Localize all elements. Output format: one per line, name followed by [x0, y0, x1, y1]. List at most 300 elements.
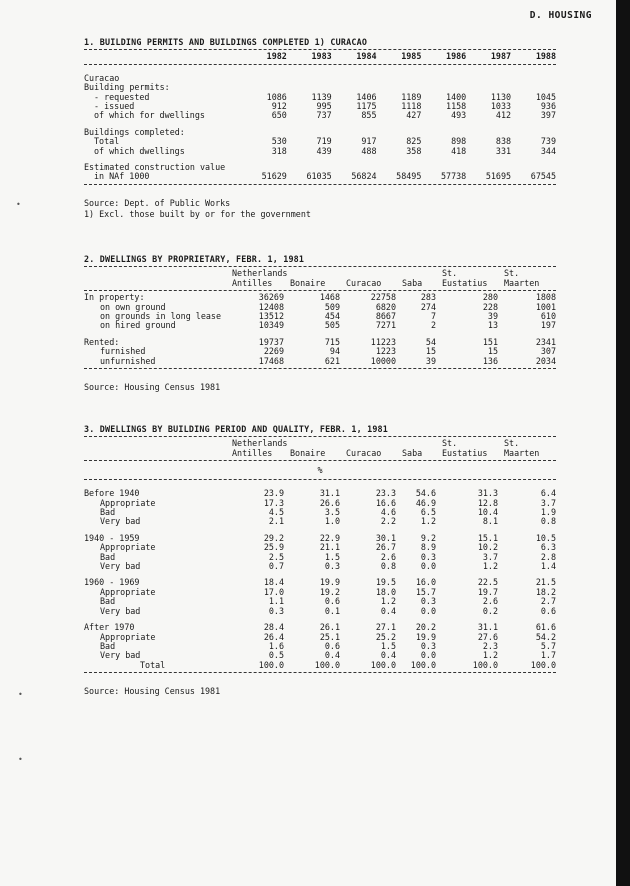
value-cell: 418	[451, 145, 467, 156]
row-label: of which for dwellings	[94, 110, 205, 121]
value-cell: 54	[425, 336, 436, 347]
row-label: Very bad	[100, 561, 141, 572]
value-cell: 1468	[319, 292, 340, 303]
value-cell: 2.8	[540, 551, 556, 562]
value-cell: 0.5	[268, 650, 284, 661]
total-value: 100.0	[472, 659, 498, 670]
value-cell: 5.7	[540, 640, 556, 651]
value-cell: 0.4	[324, 650, 340, 661]
value-cell: 331	[495, 145, 512, 156]
spacer-cell	[242, 156, 287, 163]
value-cell: 13512	[258, 311, 284, 322]
value-cell: 1.2	[380, 596, 396, 607]
column-header: Eustatius	[442, 277, 488, 288]
value-cell: 1175	[356, 101, 377, 112]
column-header: St.	[442, 268, 458, 279]
value-cell: 344	[540, 145, 556, 156]
value-cell: 46.9	[415, 497, 436, 508]
divider	[84, 436, 556, 437]
value-cell: 51629	[261, 171, 287, 182]
column-header: Eustatius	[442, 447, 488, 458]
value-cell: 650	[271, 110, 287, 121]
table1-footnote: 1) Excl. those built by or for the government	[84, 209, 311, 220]
value-cell: 10.2	[477, 542, 498, 553]
total-label: Total	[140, 659, 166, 670]
value-cell: 1.2	[482, 650, 498, 661]
row-label: Bad	[100, 551, 116, 562]
value-cell: 39	[425, 355, 436, 366]
divider	[84, 672, 556, 673]
column-header-row	[84, 279, 556, 288]
quality-row	[84, 517, 556, 526]
value-cell: 0.0	[420, 561, 436, 572]
year-header: 1987	[490, 51, 512, 62]
value-cell: 2034	[535, 355, 556, 366]
value-cell: 1.2	[482, 561, 498, 572]
value-cell: 6820	[375, 301, 396, 312]
value-cell: 25.1	[319, 631, 340, 642]
value-cell: 197	[540, 320, 556, 331]
section-header: D. HOUSING	[529, 10, 592, 21]
table1	[84, 52, 556, 61]
row-label: - issued	[94, 101, 135, 112]
value-cell: 6.3	[540, 542, 556, 553]
value-cell: 26.6	[319, 497, 340, 508]
value-cell: 2.5	[268, 551, 284, 562]
value-cell: 27.6	[477, 631, 498, 642]
value-cell: 0.3	[324, 561, 340, 572]
empty-cell	[84, 439, 226, 448]
value-cell: 31.1	[319, 488, 340, 499]
column-header: Antilles	[232, 447, 273, 458]
value-cell: 283	[420, 292, 436, 303]
table3	[84, 439, 556, 458]
value-cell: 1.9	[540, 507, 556, 518]
row-label: Very bad	[100, 516, 141, 527]
value-cell: 2.2	[380, 516, 396, 527]
value-cell: 19.2	[319, 586, 340, 597]
value-cell: 0.6	[540, 605, 556, 616]
value-cell: 17468	[258, 355, 284, 366]
column-header-row	[84, 449, 556, 458]
value-cell: 1139	[311, 91, 332, 102]
value-cell: 26.4	[263, 631, 284, 642]
value-cell: 25.2	[375, 631, 396, 642]
table2-section	[84, 255, 556, 392]
group-row	[84, 338, 556, 347]
table2-source: Source: Housing Census 1981	[84, 382, 221, 393]
row-label: Curacao	[84, 72, 120, 83]
value-cell: 274	[420, 301, 436, 312]
value-cell: 22758	[370, 292, 396, 303]
value-cell: 0.6	[324, 640, 340, 651]
empty-cell	[242, 74, 287, 83]
year-header: 1983	[311, 51, 332, 62]
table2-body	[84, 293, 556, 366]
value-cell: 0.4	[380, 650, 396, 661]
row-label: Bad	[100, 507, 116, 518]
value-cell: 1.2	[420, 516, 436, 527]
row-label: Before 1940	[84, 488, 140, 499]
divider	[84, 49, 556, 50]
value-cell: 4.5	[268, 507, 284, 518]
row-label: Very bad	[100, 605, 141, 616]
column-header: Bonaire	[290, 447, 326, 458]
value-cell: 509	[324, 301, 340, 312]
value-cell: 1130	[490, 91, 512, 102]
total-value: 100.0	[370, 659, 396, 670]
value-cell: 0.2	[482, 605, 498, 616]
sub-row	[84, 321, 556, 330]
spacer-cell	[287, 121, 332, 128]
value-cell: 530	[271, 136, 287, 147]
empty-cell	[84, 269, 226, 278]
spacer-cell	[242, 67, 287, 74]
value-cell: 26.1	[319, 622, 340, 633]
value-cell: 27.1	[375, 622, 396, 633]
value-cell: 17.0	[263, 586, 284, 597]
value-cell: 0.0	[420, 650, 436, 661]
value-cell: 29.2	[263, 532, 284, 543]
value-cell: 0.8	[540, 516, 556, 527]
row-label: unfurnished	[100, 355, 156, 366]
spacer-cell	[377, 67, 422, 74]
value-cell: 1045	[535, 91, 556, 102]
spacer-cell	[377, 156, 422, 163]
value-cell: 0.3	[268, 605, 284, 616]
value-cell: 4.6	[380, 507, 396, 518]
row-label: on own ground	[100, 301, 166, 312]
value-cell: 719	[316, 136, 332, 147]
table1-source: Source: Dept. of Public Works	[84, 197, 231, 208]
value-cell: 7271	[375, 320, 396, 331]
column-header: Curacao	[346, 277, 382, 288]
spacer-cell	[287, 67, 332, 74]
value-cell: 8.1	[482, 516, 498, 527]
value-cell: 3.7	[540, 497, 556, 508]
column-header: Netherlands	[232, 268, 288, 279]
value-cell: 412	[495, 110, 512, 121]
value-cell: 39	[487, 311, 498, 322]
value-cell: 22.5	[477, 577, 498, 588]
divider	[84, 266, 556, 267]
empty-cell	[377, 74, 422, 83]
value-cell: 1189	[401, 91, 422, 102]
value-cell: 1118	[401, 101, 422, 112]
year-header: 1982	[266, 51, 287, 62]
row-label: of which dwellings	[94, 145, 185, 156]
row-label: Estimated construction value	[84, 162, 226, 173]
value-cell: 15.7	[415, 586, 436, 597]
value-cell: 54.2	[535, 631, 556, 642]
table1-header-row	[84, 52, 556, 61]
value-cell: 0.1	[324, 605, 340, 616]
value-cell: 57738	[441, 171, 467, 182]
value-cell: 0.6	[324, 596, 340, 607]
value-cell: 3.5	[324, 507, 340, 518]
value-cell: 13	[487, 320, 498, 331]
table3-source: Source: Housing Census 1981	[84, 686, 221, 697]
row-label: on hired ground	[100, 320, 176, 331]
value-cell: 0.7	[268, 561, 284, 572]
value-cell: 58495	[396, 171, 422, 182]
value-cell: 0.3	[420, 596, 436, 607]
spacer-cell	[242, 121, 287, 128]
row-label: After 1970	[84, 622, 135, 633]
value-cell: 1.5	[324, 551, 340, 562]
value-cell: 136	[482, 355, 498, 366]
sub-row	[84, 357, 556, 366]
value-cell: 23.3	[375, 488, 396, 499]
value-cell: 15	[487, 346, 498, 357]
value-cell: 11223	[370, 336, 396, 347]
column-header: Bonaire	[290, 277, 326, 288]
value-cell: 1.6	[268, 640, 284, 651]
value-cell: 16.6	[375, 497, 396, 508]
value-cell: 8667	[375, 311, 396, 322]
column-header: Curacao	[346, 447, 382, 458]
row-label: Appropriate	[100, 542, 156, 553]
value-cell: 739	[540, 136, 556, 147]
table2	[84, 269, 556, 288]
value-cell: 9.2	[420, 532, 436, 543]
value-cell: 1.7	[540, 650, 556, 661]
value-cell: 10.5	[535, 532, 556, 543]
spacer-cell	[511, 67, 556, 74]
page-edge	[616, 0, 630, 886]
value-cell: 1158	[446, 101, 467, 112]
table3-title: 3. DWELLINGS BY BUILDING PERIOD AND QUALITY, FEBR. 1, 1981	[84, 424, 389, 434]
column-header: St.	[442, 438, 458, 449]
row-label: Appropriate	[100, 586, 156, 597]
value-cell: 67545	[530, 171, 556, 182]
value-cell: 18.2	[535, 586, 556, 597]
value-cell: 1808	[535, 292, 556, 303]
value-cell: 61035	[306, 171, 332, 182]
spacer-cell	[332, 67, 377, 74]
scan-mark: •	[18, 690, 23, 699]
value-cell: 7	[430, 311, 436, 322]
spacer-cell	[466, 121, 511, 128]
row-label: Building permits:	[84, 82, 170, 93]
value-cell: 19.5	[375, 577, 396, 588]
value-cell: 15	[425, 346, 436, 357]
value-cell: 2.1	[268, 516, 284, 527]
value-cell: 10349	[258, 320, 284, 331]
value-cell: 19737	[258, 336, 284, 347]
row-label: - requested	[94, 91, 150, 102]
spacer-cell	[377, 121, 422, 128]
table1-section	[84, 38, 556, 220]
value-cell: 228	[482, 301, 498, 312]
value-cell: 621	[324, 355, 340, 366]
row-label: 1940 - 1959	[84, 532, 140, 543]
row-label: Bad	[100, 596, 116, 607]
value-cell: 1086	[266, 91, 287, 102]
year-header: 1984	[356, 51, 377, 62]
value-cell: 17.3	[263, 497, 284, 508]
value-cell: 16.0	[415, 577, 436, 588]
row-label: Bad	[100, 640, 116, 651]
empty-cell	[84, 279, 226, 288]
value-cell: 19.9	[319, 577, 340, 588]
value-cell: 855	[361, 110, 377, 121]
row-label: furnished	[100, 346, 146, 357]
total-row	[84, 661, 556, 670]
value-cell: 912	[271, 101, 287, 112]
value-cell: 838	[495, 136, 512, 147]
value-cell: 56824	[351, 171, 377, 182]
spacer-cell	[511, 121, 556, 128]
value-cell: 22.9	[319, 532, 340, 543]
total-value: 100.0	[410, 659, 436, 670]
quality-row	[84, 607, 556, 616]
empty-cell	[466, 74, 511, 83]
value-cell: 0.3	[420, 551, 436, 562]
value-cell: 505	[324, 320, 340, 331]
value-cell: 397	[540, 110, 556, 121]
value-cell: 2.6	[482, 596, 498, 607]
value-cell: 12408	[258, 301, 284, 312]
spacer-cell	[332, 156, 377, 163]
row-label: Rented:	[84, 336, 120, 347]
value-cell: 427	[406, 110, 422, 121]
value-cell: 19.7	[477, 586, 498, 597]
value-cell: 1.4	[540, 561, 556, 572]
spacer-cell	[466, 67, 511, 74]
value-cell: 8.9	[420, 542, 436, 553]
value-cell: 61.6	[535, 622, 556, 633]
value-cell: 1406	[356, 91, 377, 102]
value-cell: 1223	[375, 346, 396, 357]
value-cell: 18.0	[375, 586, 396, 597]
divider	[84, 479, 556, 480]
value-cell: 2.6	[380, 551, 396, 562]
scan-mark: •	[18, 755, 23, 764]
row-label: in NAf 1000	[94, 171, 150, 182]
spacer-cell	[421, 121, 466, 128]
value-cell: 936	[540, 101, 556, 112]
row-label: In property:	[84, 292, 145, 303]
spacer-cell	[287, 156, 332, 163]
completed-row	[84, 147, 556, 156]
row-label: Appropriate	[100, 631, 156, 642]
value-cell: 995	[316, 101, 332, 112]
value-cell: 0.0	[420, 605, 436, 616]
value-cell: 28.4	[263, 622, 284, 633]
value-cell: 2269	[263, 346, 284, 357]
value-cell: 23.9	[263, 488, 284, 499]
table1-title: 1. BUILDING PERMITS AND BUILDINGS COMPLETED 1) CURACAO	[84, 37, 368, 47]
value-cell: 21.1	[319, 542, 340, 553]
value-cell: 94	[329, 346, 340, 357]
value-cell: 54.6	[415, 488, 436, 499]
total-value: 100.0	[258, 659, 284, 670]
value-cell: 12.8	[477, 497, 498, 508]
value-cell: 15.1	[477, 532, 498, 543]
value-cell: 20.2	[415, 622, 436, 633]
value-cell: 1033	[490, 101, 512, 112]
row-label: Appropriate	[100, 497, 156, 508]
row-label: Total	[94, 136, 120, 147]
value-cell: 25.9	[263, 542, 284, 553]
empty-cell	[84, 449, 226, 458]
spacer-cell	[466, 156, 511, 163]
value-cell: 439	[316, 145, 332, 156]
value-cell: 19.9	[415, 631, 436, 642]
value-cell: 21.5	[535, 577, 556, 588]
value-cell: 610	[540, 311, 556, 322]
total-value: 100.0	[530, 659, 556, 670]
value-cell: 10000	[370, 355, 396, 366]
value-cell: 1400	[446, 91, 467, 102]
value-cell: 917	[361, 136, 377, 147]
quality-row	[84, 562, 556, 571]
value-cell: 358	[406, 145, 422, 156]
year-header: 1988	[535, 51, 556, 62]
value-cell: 493	[451, 110, 467, 121]
spacer-row	[84, 67, 556, 74]
year-header: 1986	[446, 51, 467, 62]
value-cell: 1.0	[324, 516, 340, 527]
divider	[84, 184, 556, 185]
value-cell: 307	[540, 346, 556, 357]
value-cell: 1.1	[268, 596, 284, 607]
value-cell: 30.1	[375, 532, 396, 543]
row-label: Buildings completed:	[84, 126, 185, 137]
value-cell: 318	[271, 145, 287, 156]
empty-cell	[332, 74, 377, 83]
value-cell: 898	[451, 136, 467, 147]
total-value: 100.0	[314, 659, 340, 670]
table3-body	[84, 482, 556, 670]
value-cell: 1001	[535, 301, 556, 312]
value-cell: 280	[482, 292, 498, 303]
value-cell: 1.5	[380, 640, 396, 651]
value-cell: 151	[482, 336, 498, 347]
value-cell: 2.3	[482, 640, 498, 651]
empty-cell	[421, 74, 466, 83]
value-cell: 0.8	[380, 561, 396, 572]
empty-cell	[287, 74, 332, 83]
value-cell: 26.7	[375, 542, 396, 553]
column-header: Maarten	[504, 447, 540, 458]
row-label: 1960 - 1969	[84, 577, 140, 588]
column-header: St.	[504, 268, 520, 279]
table1-body	[84, 67, 556, 182]
value-cell: 18.4	[263, 577, 284, 588]
divider	[84, 460, 556, 461]
column-header: Netherlands	[232, 438, 288, 449]
value-cell: 825	[406, 136, 422, 147]
value-cell: 737	[316, 110, 332, 121]
value-cell: 31.1	[477, 622, 498, 633]
divider	[84, 368, 556, 369]
spacer-cell	[511, 156, 556, 163]
value-cell: 6.5	[420, 507, 436, 518]
spacer-cell	[421, 156, 466, 163]
value-cell: 6.4	[540, 488, 556, 499]
column-header: Saba	[402, 447, 423, 458]
permits-row	[84, 111, 556, 120]
value-cell: 2.7	[540, 596, 556, 607]
value-cell: 2	[430, 320, 436, 331]
column-header: Saba	[402, 277, 423, 288]
row-label: Very bad	[100, 650, 141, 661]
value-cell: 715	[324, 336, 340, 347]
table3-section	[84, 425, 556, 697]
value-cell: 0.4	[380, 605, 396, 616]
